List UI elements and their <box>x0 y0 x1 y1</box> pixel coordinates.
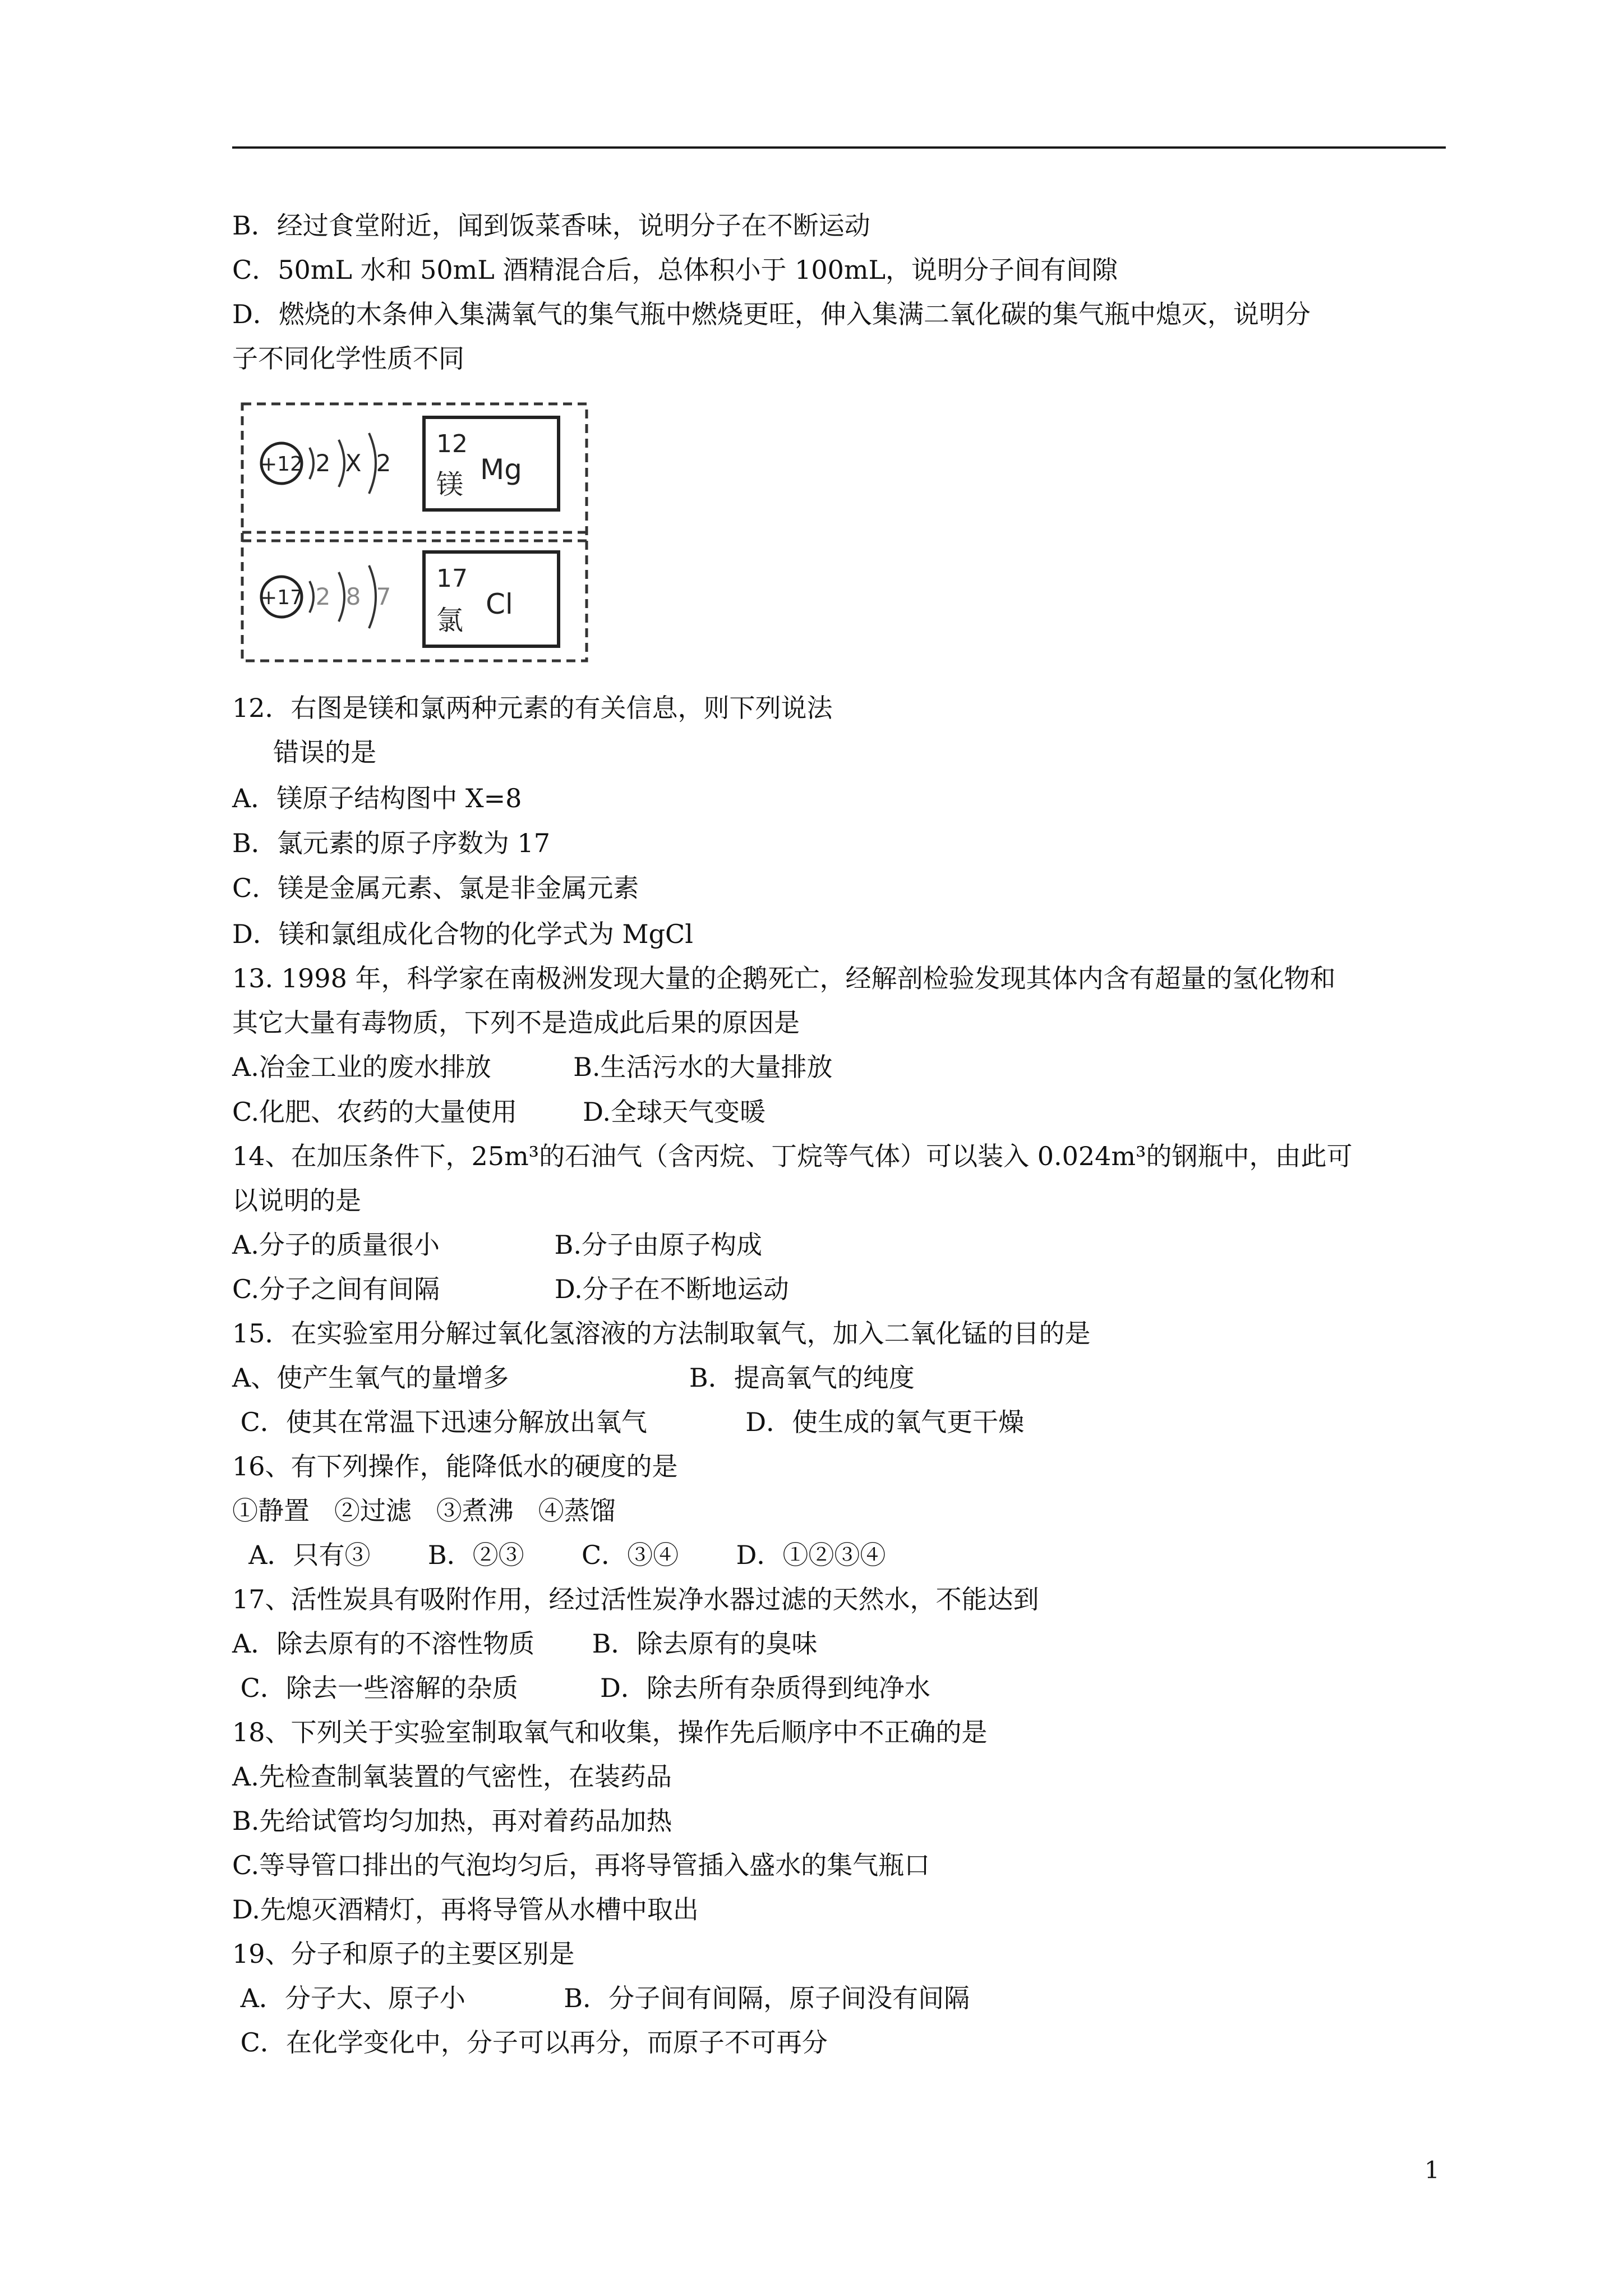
q17-stem: 17、活性炭具有吸附作用，经过活性炭净水器过滤的天然水，不能达到 <box>232 1584 1039 1614</box>
q12-option-d: D．镁和氯组成化合物的化学式为 MgCl <box>232 919 693 949</box>
cl-atom-structure <box>260 565 391 628</box>
page-number: 1 <box>1424 2156 1440 2184</box>
q12-stem: 12．右图是镁和氯两种元素的有关信息，则下列说法 <box>232 693 833 723</box>
cl-element-card <box>424 552 559 646</box>
q12-option-b: B．氯元素的原子序数为 17 <box>232 828 550 858</box>
cl-element-name: 氯 <box>436 605 464 636</box>
mg-element-symbol: Mg <box>480 453 522 486</box>
header-rule <box>232 146 1446 149</box>
q11-option-b: B．经过食堂附近，闻到饭菜香味，说明分子在不断运动 <box>232 210 870 241</box>
q18-option-a: A.先检查制氧装置的气密性，在装药品 <box>232 1761 672 1792</box>
q13-options-ab: A.冶金工业的废水排放 B.生活污水的大量排放 <box>232 1052 833 1082</box>
q17-options-ab: A．除去原有的不溶性物质 B．除去原有的臭味 <box>232 1628 818 1659</box>
diagram-frame <box>242 404 587 661</box>
cl-atomic-number: 17 <box>436 564 468 593</box>
q12-option-a: A．镁原子结构图中 X=8 <box>232 783 522 813</box>
q14-stem: 14、在加压条件下，25m³的石油气（含丙烷、丁烷等气体）可以装入 0.024m³的钢瓶中，由此可 <box>232 1141 1353 1171</box>
q16-options: A．只有③ B．②③ C．③④ D．①②③④ <box>232 1540 886 1570</box>
q18-option-b: B.先给试管均匀加热，再对着药品加热 <box>232 1806 672 1836</box>
cl-shell-3: 7 <box>376 583 391 610</box>
q19-options-ab: A．分子大、原子小 B．分子间有间隔，原子间没有间隔 <box>232 1983 970 2013</box>
q15-stem: 15．在实验室用分解过氧化氢溶液的方法制取氧气，加入二氧化锰的目的是 <box>232 1318 1091 1349</box>
mg-element-card <box>424 417 559 510</box>
mg-shell-2: X <box>345 449 362 477</box>
mg-element-name: 镁 <box>436 469 464 500</box>
mg-atomic-number: 12 <box>436 430 468 458</box>
q18-stem: 18、下列关于实验室制取氧气和收集，操作先后顺序中不正确的是 <box>232 1717 988 1747</box>
q14-stem-cont: 以说明的是 <box>232 1185 361 1216</box>
q12-option-c: C．镁是金属元素、氯是非金属元素 <box>232 873 639 903</box>
q14-options-cd: C.分子之间有间隔 D.分子在不断地运动 <box>232 1274 789 1304</box>
q19-option-c: C．在化学变化中，分子可以再分，而原子不可再分 <box>232 2027 828 2058</box>
mg-shell-3: 2 <box>376 449 391 477</box>
q18-option-c: C.等导管口排出的气泡均匀后，再将导管插入盛水的集气瓶口 <box>232 1850 930 1880</box>
q13-stem: 13. 1998 年，科学家在南极洲发现大量的企鹅死亡，经解剖检验发现其体内含有超量的氢化物和 <box>232 963 1336 993</box>
cl-shell-1: 2 <box>315 583 331 610</box>
cl-shell-2: 8 <box>345 583 361 610</box>
q11-option-d-cont: 子不同化学性质不同 <box>232 343 464 374</box>
mg-shell-1: 2 <box>315 449 331 477</box>
q11-option-c: C．50mL 水和 50mL 酒精混合后，总体积小于 100mL，说明分子间有间隙 <box>232 255 1118 285</box>
q13-options-cd: C.化肥、农药的大量使用 D.全球天气变暖 <box>232 1097 766 1127</box>
q16-operations: ①静置 ②过滤 ③煮沸 ④蒸馏 <box>232 1496 616 1526</box>
q15-options-ab: A、使产生氧气的量增多 B．提高氧气的纯度 <box>232 1363 915 1393</box>
q14-options-ab: A.分子的质量很小 B.分子由原子构成 <box>232 1230 762 1260</box>
q19-stem: 19、分子和原子的主要区别是 <box>232 1939 575 1969</box>
q13-stem-cont: 其它大量有毒物质，下列不是造成此后果的原因是 <box>232 1007 800 1038</box>
q11-option-d: D．燃烧的木条伸入集满氧气的集气瓶中燃烧更旺，伸入集满二氧化碳的集气瓶中熄灭，说明分 <box>232 299 1311 329</box>
cl-element-symbol: Cl <box>486 588 513 620</box>
q12-stem-cont: 错误的是 <box>232 737 377 767</box>
q18-option-d: D.先熄灭酒精灯，再将导管从水槽中取出 <box>232 1894 699 1925</box>
mg-cl-element-diagram <box>239 401 592 665</box>
cl-nucleus-charge: +17 <box>260 586 303 609</box>
mg-atom-structure <box>260 433 391 494</box>
q15-options-cd: C．使其在常温下迅速分解放出氧气 D．使生成的氧气更干燥 <box>232 1407 1025 1437</box>
q16-stem: 16、有下列操作，能降低水的硬度的是 <box>232 1451 678 1481</box>
mg-nucleus-charge: +12 <box>260 453 303 476</box>
q17-options-cd: C．除去一些溶解的杂质 D．除去所有杂质得到纯净水 <box>232 1673 930 1703</box>
